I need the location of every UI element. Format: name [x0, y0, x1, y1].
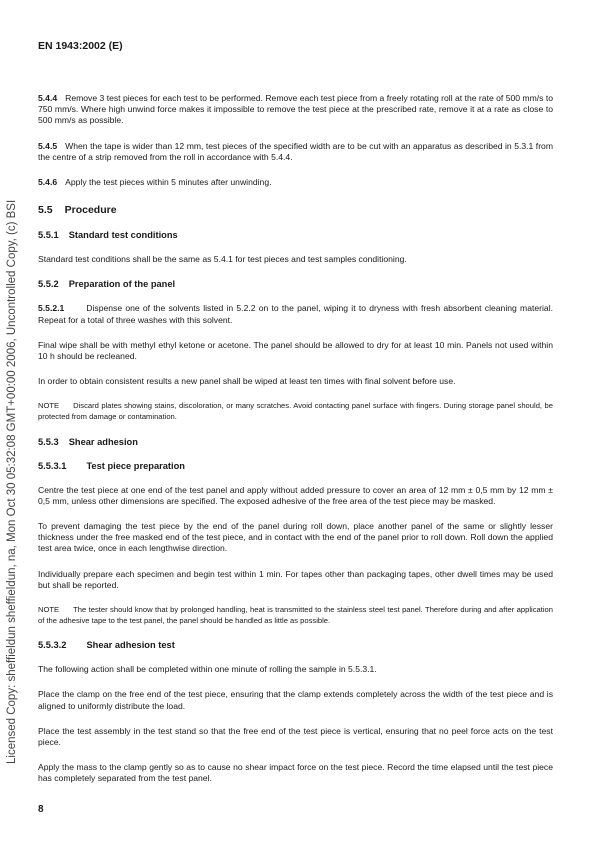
paragraph-place-clamp: Place the clamp on the free end of the test piece, ensuring that the clamp extends completely across the width of the test piece and is aligned to uniformly distribute the load.	[38, 689, 553, 711]
paragraph-apply-mass: Apply the mass to the clamp gently so as to cause no shear impact force on the test piece. Record the time elapsed until the test piece has completely separated from the test panel.	[38, 762, 553, 784]
note-text: Discard plates showing stains, discoloration, or many scratches. Avoid contacting panel surface with fingers. During storage panel should, be protected from damage or contamination.	[38, 401, 553, 422]
note-panel-storage	[38, 401, 553, 422]
page-number: 8	[38, 804, 44, 815]
clause-5-5-2-1	[38, 303, 553, 325]
note-handling-heat	[38, 605, 553, 626]
section-number: 5.5	[38, 204, 53, 217]
clause-5-4-6	[38, 177, 553, 188]
paragraph-prepare-specimen: Individually prepare each specimen and begin test within 1 min. For tapes other than packaging tapes, other dwell times may be used but shall be reported.	[38, 568, 553, 590]
clause-number: 5.5.1	[38, 230, 59, 241]
paragraph-centre-test-piece: Centre the test piece at one end of the test panel and apply without added pressure to cover an area of 12 mm ± 0,5 mm by 12 mm ± 0,5 mm, unless other dimensions are specified. The exposed adhesive of the free area of the test piece may be masked.	[38, 484, 553, 506]
clause-title: Test piece preparation	[86, 460, 185, 471]
clause-text: When the tape is wider than 12 mm, test pieces of the specified width are to be cut with an apparatus as described in 5.3.1 from the centre of a strip removed from the roll in accordance with 5.4.4.	[38, 140, 553, 162]
document-id: EN 1943:2002 (E)	[38, 40, 123, 52]
clause-text: Dispense one of the solvents listed in 5.2.2 on to the panel, wiping it to dryness with fresh absorbent cleaning material. Repeat for a total of three washes with this solvent.	[38, 303, 553, 325]
paragraph-final-wipe: Final wipe shall be with methyl ethyl ketone or acetone. The panel should be allowed to dry for at least 10 min. Panels not used within 10 h should be recleaned.	[38, 339, 553, 362]
note-label: NOTE	[38, 605, 60, 615]
clause-number: 5.5.3	[38, 436, 59, 447]
clause-text: Remove 3 test pieces for each test to be performed. Remove each test piece from a freely rotating roll at the rate of 500 mm/s to 750 mm/s. Where high unwind force makes it impossible to remove the test piece at the prescribed rate, remove it at a rate as close to 500 mm/s as possible.	[38, 93, 553, 126]
note-text: The tester should know that by prolonged handling, heat is transmitted to the stainless steel test panel. Therefore during and after application of the adhesive tape to the test panel, the panel should be handled as little as possible.	[38, 605, 553, 625]
clause-number: 5.5.3.2	[38, 640, 67, 651]
clause-5-5-1-heading	[38, 230, 553, 240]
paragraph-following-action: The following action shall be completed within one minute of rolling the sample in 5.5.3.1.	[38, 664, 377, 675]
clause-number: 5.5.2.1	[38, 303, 65, 314]
clause-number: 5.4.4	[38, 93, 58, 103]
clause-number: 5.4.6	[38, 177, 58, 188]
section-5-5-heading	[38, 204, 553, 216]
clause-title: Shear adhesion test	[86, 640, 175, 651]
clause-text: Apply the test pieces within 5 minutes after unwinding.	[65, 177, 272, 188]
clause-5-5-3-1-heading	[38, 461, 553, 471]
page-body	[38, 93, 553, 785]
clause-5-5-3-2-heading	[38, 640, 553, 650]
clause-number: 5.5.3.1	[38, 460, 67, 471]
clause-5-4-4	[38, 93, 553, 127]
paragraph-prevent-damage: To prevent damaging the test piece by the end of the panel during roll down, place another panel of the same or slightly lesser thickness under the free masked end of the test piece, and in contact with the end of the panel prior to roll down. Roll down the applied test area twice, once in each lengthwise direction.	[38, 521, 553, 554]
paragraph-new-panel: In order to obtain consistent results a new panel shall be wiped at least ten times with final solvent before use.	[38, 376, 456, 387]
clause-number: 5.5.2	[38, 279, 59, 290]
clause-title: Standard test conditions	[68, 230, 178, 241]
clause-title: Shear adhesion	[68, 436, 138, 447]
clause-title: Preparation of the panel	[68, 279, 176, 290]
note-label: NOTE	[38, 401, 60, 411]
paragraph-test-assembly: Place the test assembly in the test stand so that the free end of the test piece is vertical, ensuring that no peel force acts on the test piece.	[38, 725, 553, 748]
clause-5-5-3-heading	[38, 437, 553, 447]
clause-5-5-1-text: Standard test conditions shall be the same as 5.4.1 for test pieces and test samples conditioning.	[38, 254, 407, 265]
clause-5-4-5	[38, 141, 553, 163]
section-title: Procedure	[64, 204, 117, 217]
clause-5-5-2-heading	[38, 279, 553, 289]
license-stamp: Licensed Copy: sheffieldun sheffieldun, na, Mon Oct 30 05:32:08 GMT+00:00 2006, Uncontrolled Copy, (c) BSI	[6, 199, 18, 764]
clause-number: 5.4.5	[38, 140, 58, 151]
